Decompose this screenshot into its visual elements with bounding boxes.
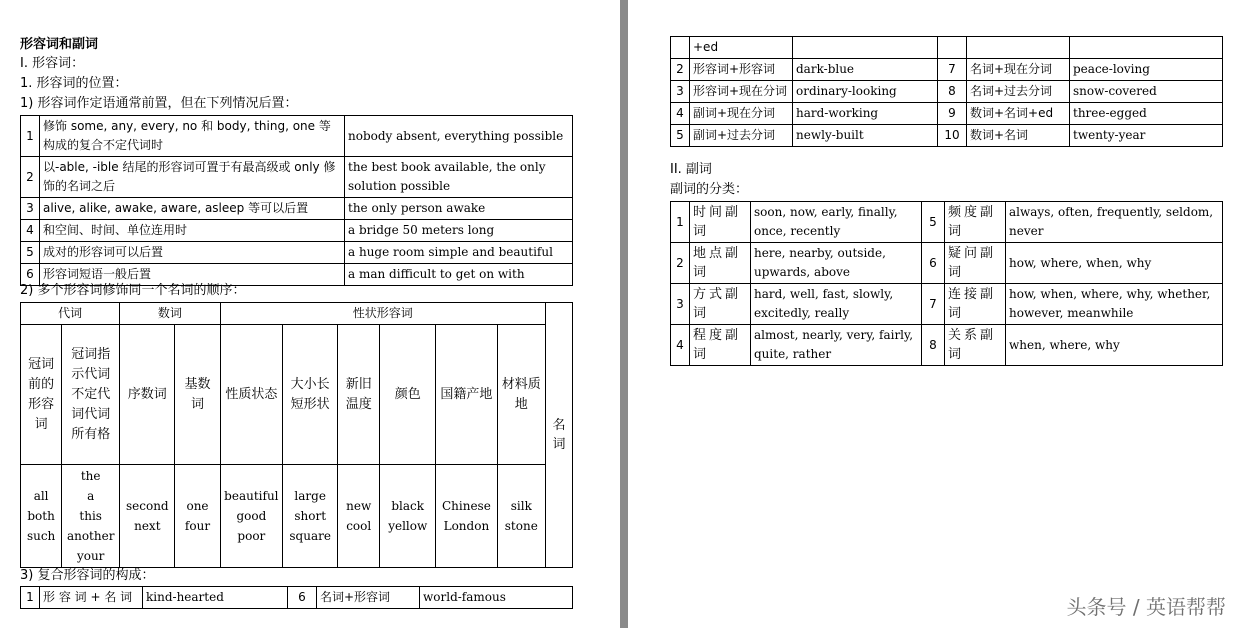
- example-word: short: [294, 509, 327, 523]
- example-word: four: [184, 519, 211, 533]
- row-number: 7: [938, 59, 967, 81]
- adverb-type: 时间副词: [690, 202, 751, 243]
- rule-cell: +ed: [690, 37, 793, 59]
- noun-col: 名词: [546, 303, 573, 568]
- row-number: 10: [938, 125, 967, 147]
- order-column-header: 序数词: [120, 325, 175, 465]
- example-cell: peace-loving: [1070, 59, 1223, 81]
- example-word: cool: [346, 519, 372, 533]
- example-word: Chinese: [441, 499, 491, 513]
- rule-cell: 形容词+现在分词: [690, 81, 793, 103]
- table-row: [671, 202, 1223, 243]
- group-numeral: 数词: [120, 303, 220, 325]
- watermark: 头条号 / 英语帮帮: [1066, 595, 1226, 619]
- example-cell: a man difficult to get on with: [345, 264, 573, 286]
- rule-cell: 修饰 some, any, every, no 和 body, thing, one 等构成的复合不定代词时: [40, 116, 345, 157]
- adverb-examples: soon, now, early, finally, once, recently: [751, 202, 922, 243]
- adverb-examples: how, where, when, why: [1006, 243, 1223, 284]
- adverb-table: [670, 201, 1223, 366]
- adverb-type: 频度副词: [945, 202, 1006, 243]
- example-cell: newly-built: [793, 125, 938, 147]
- rule-cell: 形容词+形容词: [690, 59, 793, 81]
- row-number: 7: [922, 284, 945, 325]
- compound-table-cont: [670, 36, 1223, 147]
- example-word: a: [87, 489, 95, 503]
- group-descriptive: 性状形容词: [220, 303, 545, 325]
- order-column-header: 性质状态: [220, 325, 283, 465]
- rule-cell: 以-able, -ible 结尾的形容词可置于有最高级或 only 修饰的名词之后: [40, 157, 345, 198]
- heading-postposition: 1) 形容词作定语通常前置，但在下列情况后置：: [20, 96, 298, 111]
- example-cell: dark-blue: [793, 59, 938, 81]
- example-cell: the only person awake: [345, 198, 573, 220]
- adverb-type: 方式副词: [690, 284, 751, 325]
- table-row: [671, 325, 1223, 366]
- example-word: square: [289, 529, 331, 543]
- table-row: [21, 116, 573, 157]
- order-example: [436, 465, 497, 568]
- rule-cell: 形容词短语一般后置: [40, 264, 345, 286]
- example-word: your: [76, 549, 105, 563]
- example-cell: a bridge 50 meters long: [345, 220, 573, 242]
- order-column-header: 冠词指示代词不定代词代词所有格: [62, 325, 120, 465]
- order-column-header: 颜色: [380, 325, 436, 465]
- row-number: 6: [21, 264, 40, 286]
- rule-cell: 副词+过去分词: [690, 125, 793, 147]
- row-number: 4: [671, 103, 690, 125]
- order-example: [175, 465, 220, 568]
- rule-cell: 数词+名词: [967, 125, 1070, 147]
- table-row: [671, 284, 1223, 325]
- adverb-examples: always, often, frequently, seldom, never: [1006, 202, 1223, 243]
- table-row: 1 形 容 词 + 名 词 kind-hearted 6 名词+形容词 world-famous: [21, 587, 573, 609]
- order-example: [338, 465, 380, 568]
- rule-cell: [967, 37, 1070, 59]
- table-row: [21, 157, 573, 198]
- heading-order: 2) 多个形容词修饰同一个名词的顺序：: [20, 283, 246, 298]
- order-example: [380, 465, 436, 568]
- table-row: [671, 37, 1223, 59]
- row-number: 5: [21, 242, 40, 264]
- example-word: silk: [510, 499, 532, 513]
- order-example: [497, 465, 545, 568]
- row-number: 6: [922, 243, 945, 284]
- heading-compound: 3) 复合形容词的构成：: [20, 568, 155, 583]
- example-word: second: [126, 499, 169, 513]
- table-row: [21, 220, 573, 242]
- adverb-type: 程度副词: [690, 325, 751, 366]
- heading-adverb-classes: 副词的分类：: [670, 182, 749, 197]
- example-cell: a huge room simple and beautiful: [345, 242, 573, 264]
- row-number: [671, 37, 690, 59]
- order-example: [220, 465, 283, 568]
- rule-cell: alive, alike, awake, aware, asleep 等可以后置: [40, 198, 345, 220]
- adverb-type: 连接副词: [945, 284, 1006, 325]
- row-number: 2: [671, 59, 690, 81]
- example-word: one: [186, 499, 209, 513]
- adverb-type: 疑问副词: [945, 243, 1006, 284]
- row-number: 3: [671, 81, 690, 103]
- adverb-type: 关系副词: [945, 325, 1006, 366]
- row-number: 1: [671, 202, 690, 243]
- adverb-examples: hard, well, fast, slowly, excitedly, really: [751, 284, 922, 325]
- row-number: 8: [922, 325, 945, 366]
- example-word: stone: [504, 519, 538, 533]
- table-row: [21, 242, 573, 264]
- order-column-header: 大小长短形状: [283, 325, 338, 465]
- heading-adjectives: I. 形容词：: [20, 56, 85, 71]
- row-number: 9: [938, 103, 967, 125]
- rule-cell: 成对的形容词可以后置: [40, 242, 345, 264]
- table-row: [21, 198, 573, 220]
- row-number: 8: [938, 81, 967, 103]
- example-cell: ordinary-looking: [793, 81, 938, 103]
- row-number: [938, 37, 967, 59]
- group-pronoun: 代词: [21, 303, 120, 325]
- example-cell: snow-covered: [1070, 81, 1223, 103]
- table-row: [671, 243, 1223, 284]
- rule-cell: 名词+现在分词: [967, 59, 1070, 81]
- postposition-table: [20, 115, 573, 286]
- example-cell: nobody absent, everything possible: [345, 116, 573, 157]
- doc-title: 形容词和副词: [20, 37, 99, 52]
- adverb-examples: how, when, where, why, whether, however, meanwhile: [1006, 284, 1223, 325]
- adverb-examples: here, nearby, outside, upwards, above: [751, 243, 922, 284]
- adjective-order-table: [20, 302, 573, 568]
- example-word: next: [134, 519, 161, 533]
- example-word: this: [79, 509, 102, 523]
- table-row: [671, 103, 1223, 125]
- row-number: 2: [671, 243, 690, 284]
- example-word: beautiful: [224, 489, 279, 503]
- example-word: yellow: [388, 519, 428, 533]
- order-column-header: 国籍产地: [436, 325, 497, 465]
- right-page: [628, 0, 1236, 628]
- rule-cell: 和空间、时间、单位连用时: [40, 220, 345, 242]
- row-number: 1: [21, 116, 40, 157]
- example-word: London: [443, 519, 490, 533]
- adverb-examples: almost, nearly, very, fairly, quite, rather: [751, 325, 922, 366]
- example-word: good: [236, 509, 267, 523]
- table-row: [671, 125, 1223, 147]
- row-number: 3: [21, 198, 40, 220]
- page-gutter: [620, 0, 628, 628]
- order-example: [62, 465, 120, 568]
- order-example: [21, 465, 62, 568]
- table-row: [671, 59, 1223, 81]
- table-row: [671, 81, 1223, 103]
- order-column-header: 冠词前的形容词: [21, 325, 62, 465]
- example-cell: the best book available, the only solution possible: [345, 157, 573, 198]
- example-word: the: [80, 469, 101, 483]
- row-number: 4: [21, 220, 40, 242]
- order-column-header: 基数词: [175, 325, 220, 465]
- compound-table-start: [20, 586, 573, 609]
- example-cell: hard-working: [793, 103, 938, 125]
- row-number: 3: [671, 284, 690, 325]
- example-cell: [1070, 37, 1223, 59]
- example-word: both: [27, 509, 55, 523]
- adverb-type: 地点副词: [690, 243, 751, 284]
- example-word: new: [346, 499, 372, 513]
- example-word: another: [66, 529, 115, 543]
- order-example: [283, 465, 338, 568]
- row-number: 5: [922, 202, 945, 243]
- example-word: poor: [237, 529, 266, 543]
- row-number: 2: [21, 157, 40, 198]
- example-word: all: [33, 489, 49, 503]
- rule-cell: 数词+名词+ed: [967, 103, 1070, 125]
- example-word: black: [391, 499, 425, 513]
- example-cell: twenty-year: [1070, 125, 1223, 147]
- example-word: such: [26, 529, 56, 543]
- example-word: large: [294, 489, 326, 503]
- order-column-header: 材料质地: [497, 325, 545, 465]
- example-cell: three-egged: [1070, 103, 1223, 125]
- order-column-header: 新旧温度: [338, 325, 380, 465]
- heading-position: 1. 形容词的位置：: [20, 76, 128, 91]
- row-number: 4: [671, 325, 690, 366]
- adverb-examples: when, where, why: [1006, 325, 1223, 366]
- order-example: [120, 465, 175, 568]
- heading-adverbs: II. 副词: [670, 162, 712, 177]
- rule-cell: 副词+现在分词: [690, 103, 793, 125]
- example-cell: [793, 37, 938, 59]
- rule-cell: 名词+过去分词: [967, 81, 1070, 103]
- row-number: 5: [671, 125, 690, 147]
